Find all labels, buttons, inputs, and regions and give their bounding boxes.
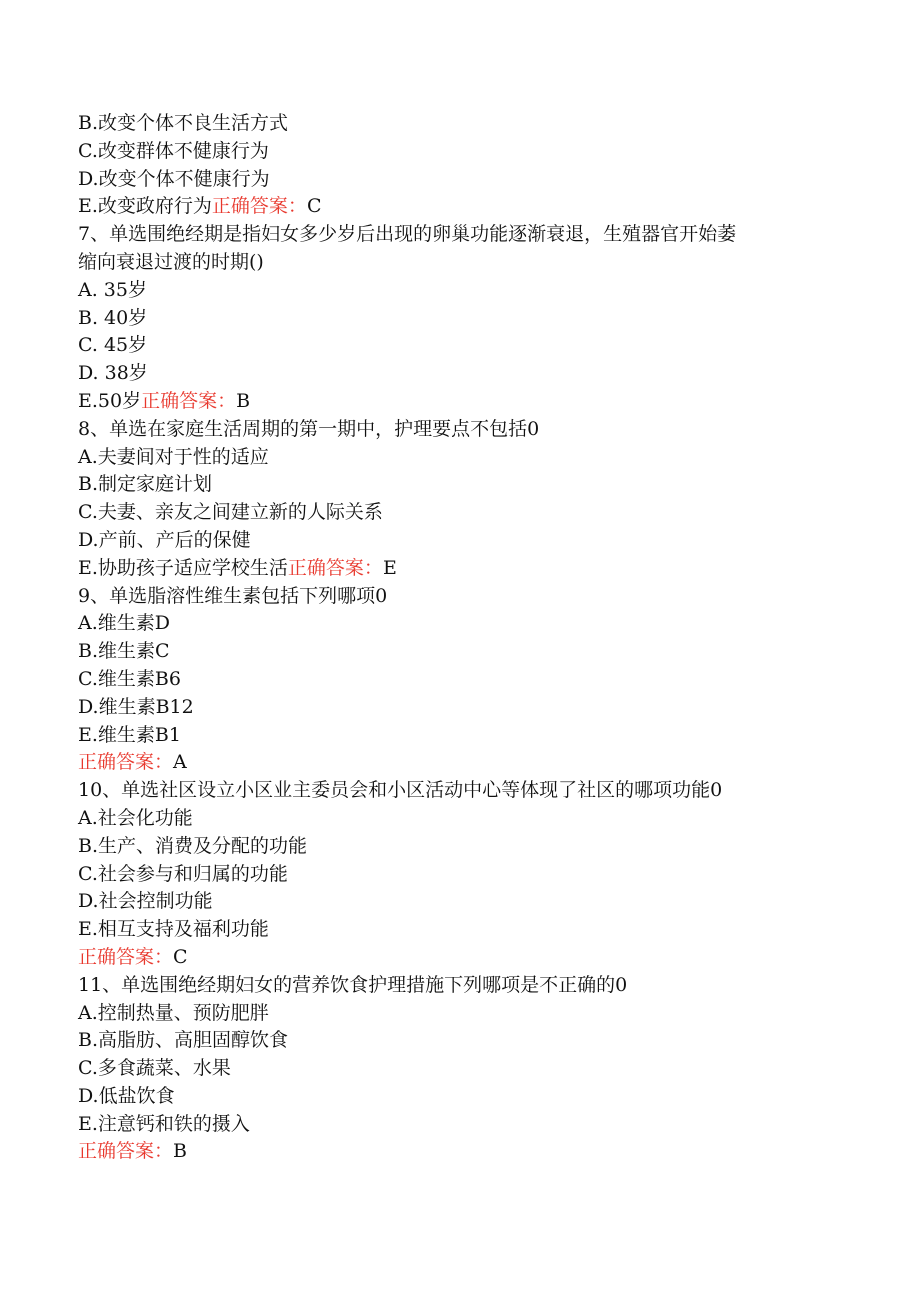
option-d: D.社会控制功能 (78, 890, 213, 913)
question-11 (78, 972, 868, 1167)
answer-label: 正确答案： (78, 751, 174, 774)
answer-label: 正确答案： (287, 556, 383, 579)
option-d: D. 38岁 (78, 362, 148, 385)
option-c: C.多食蔬菜、水果 (78, 1057, 231, 1080)
option-a: A.夫妻间对于性的适应 (78, 445, 269, 468)
option-b: B.生产、消费及分配的功能 (78, 834, 308, 857)
option-a: A. 35岁 (78, 278, 147, 301)
option-d: D.维生素B12 (78, 695, 194, 718)
answer-label: 正确答案： (78, 945, 174, 968)
option-d: D.产前、产后的保健 (78, 528, 251, 551)
answer-line (78, 1138, 868, 1166)
option-c: C.社会参与和归属的功能 (78, 862, 288, 885)
answer-value: C (173, 945, 188, 968)
option-a: A.社会化功能 (78, 806, 193, 829)
answer-value: E (382, 556, 397, 579)
option-e: E.50岁 (78, 389, 142, 412)
question-text-line2: 缩向衰退过渡的时期() (78, 250, 264, 273)
answer-value: A (173, 751, 187, 774)
document-page (78, 110, 868, 1166)
question-text: 10、单选社区设立小区业主委员会和小区活动中心等体现了社区的哪项功能0 (78, 779, 723, 802)
question-text: 8、单选在家庭生活周期的第一期中，护理要点不包括0 (78, 417, 540, 440)
option-e: E.注意钙和铁的摄入 (78, 1112, 250, 1135)
question-10 (78, 777, 868, 972)
option-b: B.改变个体不良生活方式 (78, 112, 289, 134)
answer-line (78, 944, 868, 972)
answer-label: 正确答案： (78, 1140, 174, 1163)
question-7 (78, 221, 868, 416)
option-b: B. 40岁 (78, 306, 148, 329)
option-c: C.改变群体不健康行为 (78, 139, 269, 162)
option-c: C.维生素B6 (78, 667, 181, 690)
question-8 (78, 416, 868, 583)
answer-value: B (236, 389, 251, 412)
option-e: E.协助孩子适应学校生活 (78, 556, 288, 579)
answer-value: C (306, 195, 322, 218)
question-6 (78, 110, 868, 221)
option-e-with-answer (78, 388, 868, 416)
option-e: E.改变政府行为 (78, 195, 212, 218)
option-a: A.维生素D (78, 612, 170, 635)
option-c: C.夫妻、亲友之间建立新的人际关系 (78, 501, 383, 524)
question-9 (78, 583, 868, 778)
answer-label: 正确答案： (211, 195, 307, 218)
option-e: E.维生素B1 (78, 723, 181, 746)
option-c: C. 45岁 (78, 334, 148, 357)
question-text: 11、单选围绝经期妇女的营养饮食护理措施下列哪项是不正确的0 (78, 973, 628, 996)
option-e-with-answer (78, 193, 868, 221)
option-e-with-answer (78, 555, 868, 583)
option-b: B.制定家庭计划 (78, 473, 213, 496)
answer-value: B (173, 1140, 187, 1163)
option-d: D.低盐饮食 (78, 1084, 175, 1107)
option-b: B.维生素C (78, 640, 170, 663)
question-text: 9、单选脂溶性维生素包括下列哪项0 (78, 584, 388, 607)
option-b: B.高脂肪、高胆固醇饮食 (78, 1029, 289, 1052)
option-e: E.相互支持及福利功能 (78, 918, 269, 941)
question-text-line1: 7、单选围绝经期是指妇女多少岁后出现的卵巢功能逐渐衰退，生殖器官开始萎 (78, 223, 737, 246)
answer-line (78, 749, 868, 777)
option-a: A.控制热量、预防肥胖 (78, 1001, 269, 1024)
answer-label: 正确答案： (141, 389, 237, 412)
option-d: D.改变个体不健康行为 (78, 167, 270, 190)
